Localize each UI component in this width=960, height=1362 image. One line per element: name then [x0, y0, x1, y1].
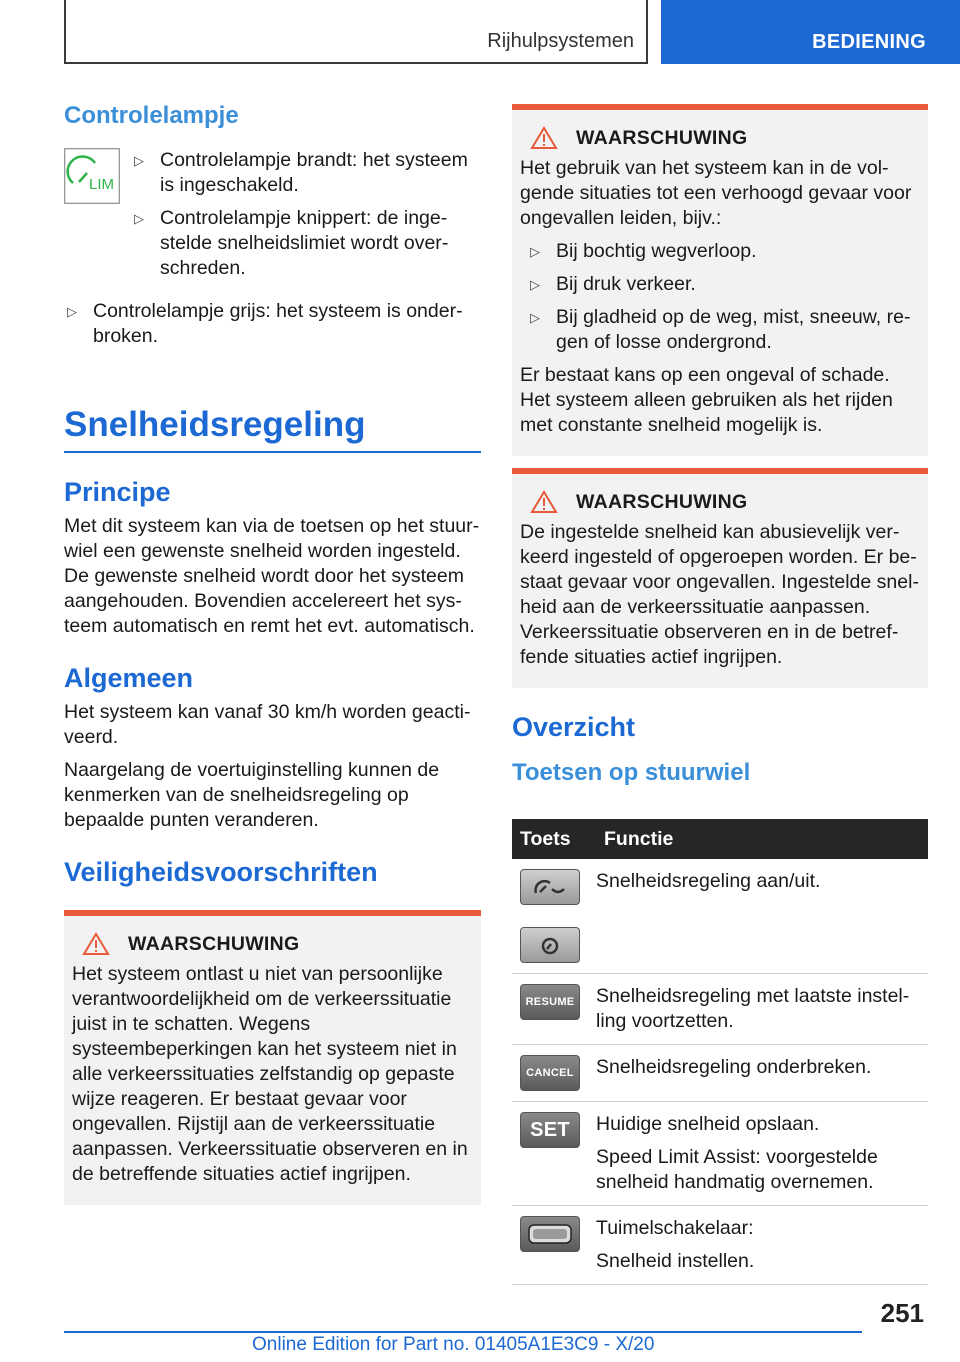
- algemeen-paragraph: Naargelang de voertuiginstelling kunnen de kenmerken van de snelheidsregeling op bepaalde punten veranderen.: [64, 759, 440, 831]
- lamp-item: ▷ Controlelampje knippert: de ingestelde snelheidslimiet wordt overschreden.: [160, 206, 481, 281]
- principe-heading: Principe: [64, 477, 171, 507]
- function-text: Snelheidsregeling onderbreken.: [596, 1056, 872, 1078]
- footer-edition-text: Online Edition for Part no. 01405A1E3C9 - X/20: [252, 1334, 655, 1355]
- cruise-control-icon: [530, 933, 570, 957]
- warning-title-text: WAARSCHUWING: [576, 490, 748, 513]
- lamp-item-list: [160, 148, 481, 289]
- function-text-secondary: Snelheid instellen.: [596, 1250, 755, 1272]
- warning-outro: Er bestaat kans op een ongeval of schade. Het systeem alleen gebruiken als het rijden met constante snelheid mogelijk is.: [520, 364, 893, 436]
- table-row: [512, 1045, 928, 1102]
- table-row: [512, 974, 928, 1045]
- warning-triangle-icon: [530, 490, 558, 514]
- rocker-switch-key[interactable]: [520, 1216, 580, 1252]
- table-key-cell: [512, 1206, 596, 1285]
- table-key-cell: [512, 974, 596, 1045]
- cruise-control-on-off-key[interactable]: [520, 869, 580, 905]
- speed-limit-lamp-icon: [64, 148, 120, 204]
- lamp-icon-text: LIM: [89, 176, 115, 193]
- warning-situation-item: ▷ Bij bochtig wegverloop.: [556, 239, 920, 264]
- table-header-row: [512, 819, 928, 859]
- cruise-control-alt-key[interactable]: [520, 927, 580, 963]
- resume-key[interactable]: RESUME: [520, 984, 580, 1020]
- cancel-key[interactable]: CANCEL: [520, 1055, 580, 1091]
- warning-triangle-icon: [82, 932, 110, 956]
- warning-triangle-icon: [530, 126, 558, 150]
- lamp-grey-list: [93, 299, 481, 349]
- lamp-item: ▷ Controlelampje brandt: het systeem is ingeschakeld.: [160, 148, 481, 198]
- table-header-key: Toets: [512, 819, 596, 859]
- cruise-control-icon: [530, 875, 570, 899]
- toetsen-heading: Toetsen op stuurwiel: [512, 759, 751, 786]
- footer-divider: [64, 1331, 862, 1333]
- table-header-function: Functie: [596, 819, 928, 859]
- function-text: Snelheidsregeling aan/uit.: [596, 870, 821, 892]
- function-text: Huidige snelheid opslaan.: [596, 1113, 820, 1135]
- function-text: Tuimelschakelaar:: [596, 1217, 754, 1239]
- warning-box: [512, 104, 928, 456]
- table-function-cell: [596, 974, 928, 1045]
- warning-box: [512, 468, 928, 688]
- warning-title: [72, 932, 473, 956]
- function-text: Snelheidsregeling met laatste instelling voortzetten.: [596, 985, 910, 1032]
- veiligheid-heading: Veiligheidsvoorschriften: [64, 857, 378, 887]
- function-text-secondary: Speed Limit Assist: voorgestelde snelheid handmatig overnemen.: [596, 1146, 878, 1193]
- table-key-cell: [512, 859, 596, 974]
- table-row: [512, 1102, 928, 1206]
- overzicht-heading: Overzicht: [512, 712, 636, 742]
- warning-situation-item: ▷ Bij gladheid op de weg, mist, sneeuw, regen of losse ondergrond.: [556, 305, 920, 355]
- set-key[interactable]: SET: [520, 1112, 580, 1148]
- principe-text: Met dit systeem kan via de toetsen op het stuurwiel een gewenste snelheid worden ingesteld. De gewenste snelheid wordt door het systeem aangehouden. Bovendien accelereert het systeem automatisch en remt het evt. automatisch.: [64, 515, 480, 637]
- warning-intro: Het gebruik van het systeem kan in de volgende situaties tot een verhoogd gevaar voor ongevallen leiden, bijv.:: [520, 157, 912, 229]
- table-key-cell: [512, 1102, 596, 1206]
- steering-wheel-keys-table: [512, 819, 928, 1285]
- table-row: [512, 1206, 928, 1285]
- table-function-cell: [596, 859, 928, 974]
- warning-situation-list: [556, 239, 920, 355]
- header-section-title: Rijhulpsystemen: [487, 30, 634, 52]
- lamp-grey-item: ▷ Controlelampje grijs: het systeem is onderbroken.: [93, 299, 481, 349]
- header-section-box: [64, 0, 648, 64]
- algemeen-heading: Algemeen: [64, 663, 194, 693]
- rocker-switch-icon: [525, 1221, 575, 1247]
- warning-title: [520, 126, 920, 150]
- warning-box: [64, 910, 481, 1205]
- table-row: [512, 859, 928, 974]
- header-chapter-tab[interactable]: BEDIENING: [661, 0, 960, 64]
- warning-text: Het systeem ontlast u niet van persoonlijke verantwoordelijkheid om de verkeerssituatie juist in te schatten. Wegens systeembeperkingen kan het systeem niet in alle verkeerssituaties zelfstandig op gepaste wijze reageren. Er bestaat gevaar voor ongevallen. Rijstijl aan de verkeerssituatie aanpassen. Verkeerssituatie observeren en in de betreffende situaties actief ingrijpen.: [72, 963, 468, 1185]
- warning-text: De ingestelde snelheid kan abusievelijk verkeerd ingesteld of opgeroepen worden. Er bestaat gevaar voor ongevallen. Ingestelde snelheid aan de verkeerssituatie aanpassen. Verkeerssituatie observeren en in de betreffende situaties actief ingrijpen.: [520, 521, 919, 668]
- table-function-cell: [596, 1206, 928, 1285]
- right-column: [512, 104, 928, 1285]
- left-column: [64, 96, 481, 1205]
- warning-title-text: WAARSCHUWING: [128, 932, 300, 955]
- algemeen-paragraph: Het systeem kan vanaf 30 km/h worden geactiveerd.: [64, 701, 471, 748]
- page-number: 251: [880, 1298, 924, 1328]
- lamp-heading: Controlelampje: [64, 102, 239, 129]
- table-key-cell: [512, 1045, 596, 1102]
- warning-title-text: WAARSCHUWING: [576, 126, 748, 149]
- warning-situation-item: ▷ Bij druk verkeer.: [556, 272, 920, 297]
- lamp-block: [64, 148, 481, 289]
- table-function-cell: [596, 1102, 928, 1206]
- warning-title: [520, 490, 920, 514]
- chapter-title: Snelheidsregeling: [64, 405, 481, 453]
- table-function-cell: [596, 1045, 928, 1102]
